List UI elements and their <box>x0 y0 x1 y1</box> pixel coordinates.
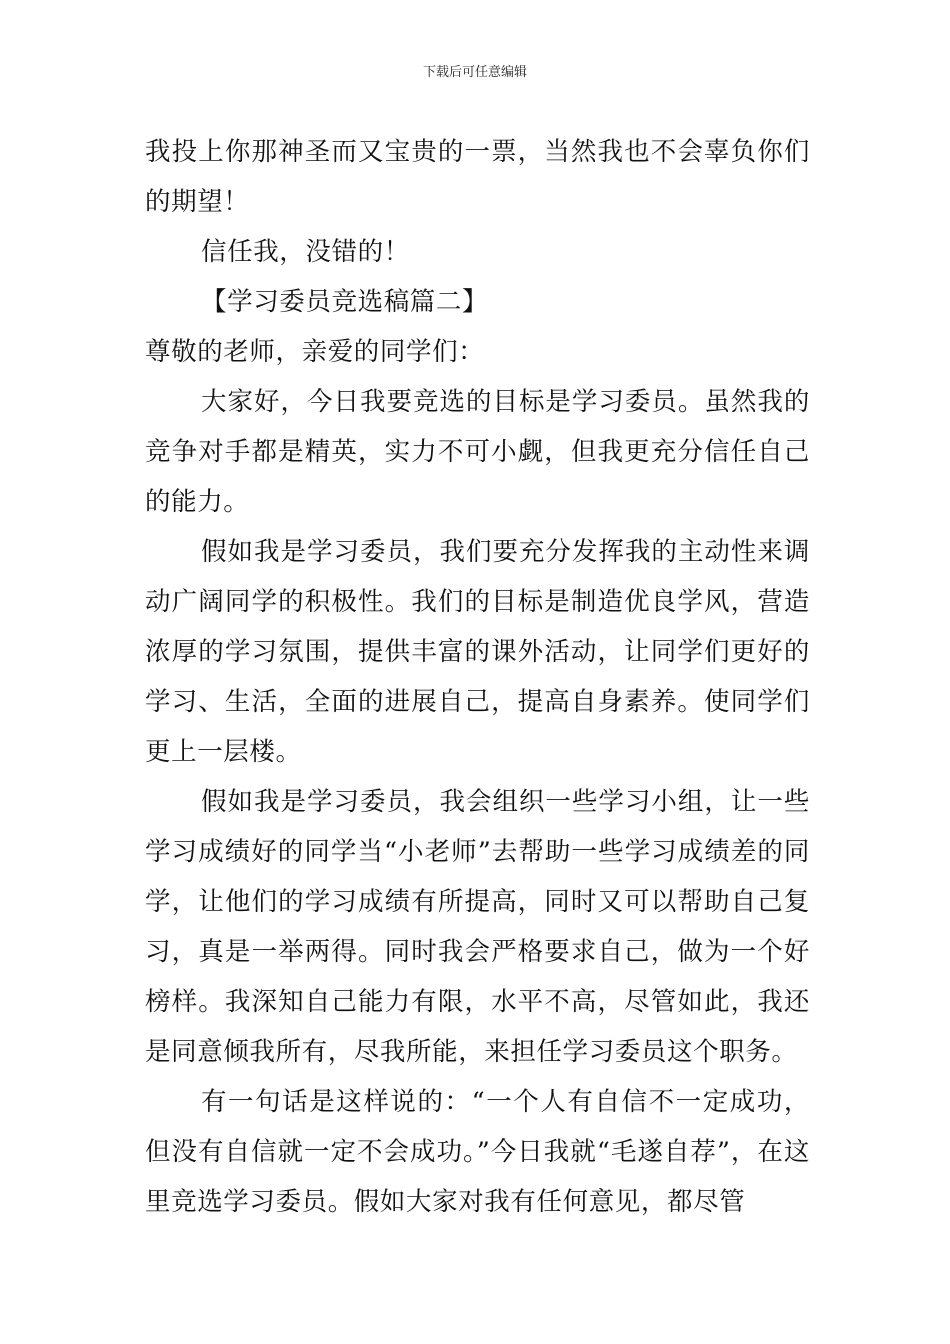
document-body <box>145 127 810 1227</box>
paragraph-trust: 信任我，没错的！ <box>201 237 410 267</box>
paragraph-study-groups: 假如我是学习委员，我会组织一些学习小组，让一些学习成绩好的同学当“小老师”去帮助一些学习成绩差的同学，让他们的学习成绩有所提高，同时又可以帮助自己复习，真是一举两得。同时我会严格要求自己，做为一个好榜样。我深知自己能力有限，水平不高，尽管如此，我还是同意倾我所有，尽我所能，来担任学习委员这个职务。 <box>145 787 810 1067</box>
section-title: 【学习委员竞选稿篇二】 <box>201 287 489 317</box>
paragraph-continuation: 我投上你那神圣而又宝贵的一票，当然我也不会辜负你们的期望！ <box>145 137 810 217</box>
paragraph-confidence: 有一句话是这样说的：“一个人有自信不一定成功，但没有自信就一定不会成功。”今日我就“毛遂自荐”，在这里竞选学习委员。假如大家对我有任何意见，都尽管 <box>145 1087 810 1217</box>
paragraph-goals: 假如我是学习委员，我们要充分发挥我的主动性来调动广阔同学的积极性。我们的目标是制造优良学风，营造浓厚的学习氛围，提供丰富的课外活动，让同学们更好的学习、生活，全面的进展自己，提高自身素养。使同学们更上一层楼。 <box>145 537 810 767</box>
page-header: 下载后可任意编辑 <box>422 65 527 80</box>
paragraph-greeting: 大家好，今日我要竞选的目标是学习委员。虽然我的竞争对手都是精英，实力不可小觑，但我更充分信任自己的能力。 <box>145 387 810 517</box>
salutation: 尊敬的老师，亲爱的同学们： <box>145 337 485 367</box>
